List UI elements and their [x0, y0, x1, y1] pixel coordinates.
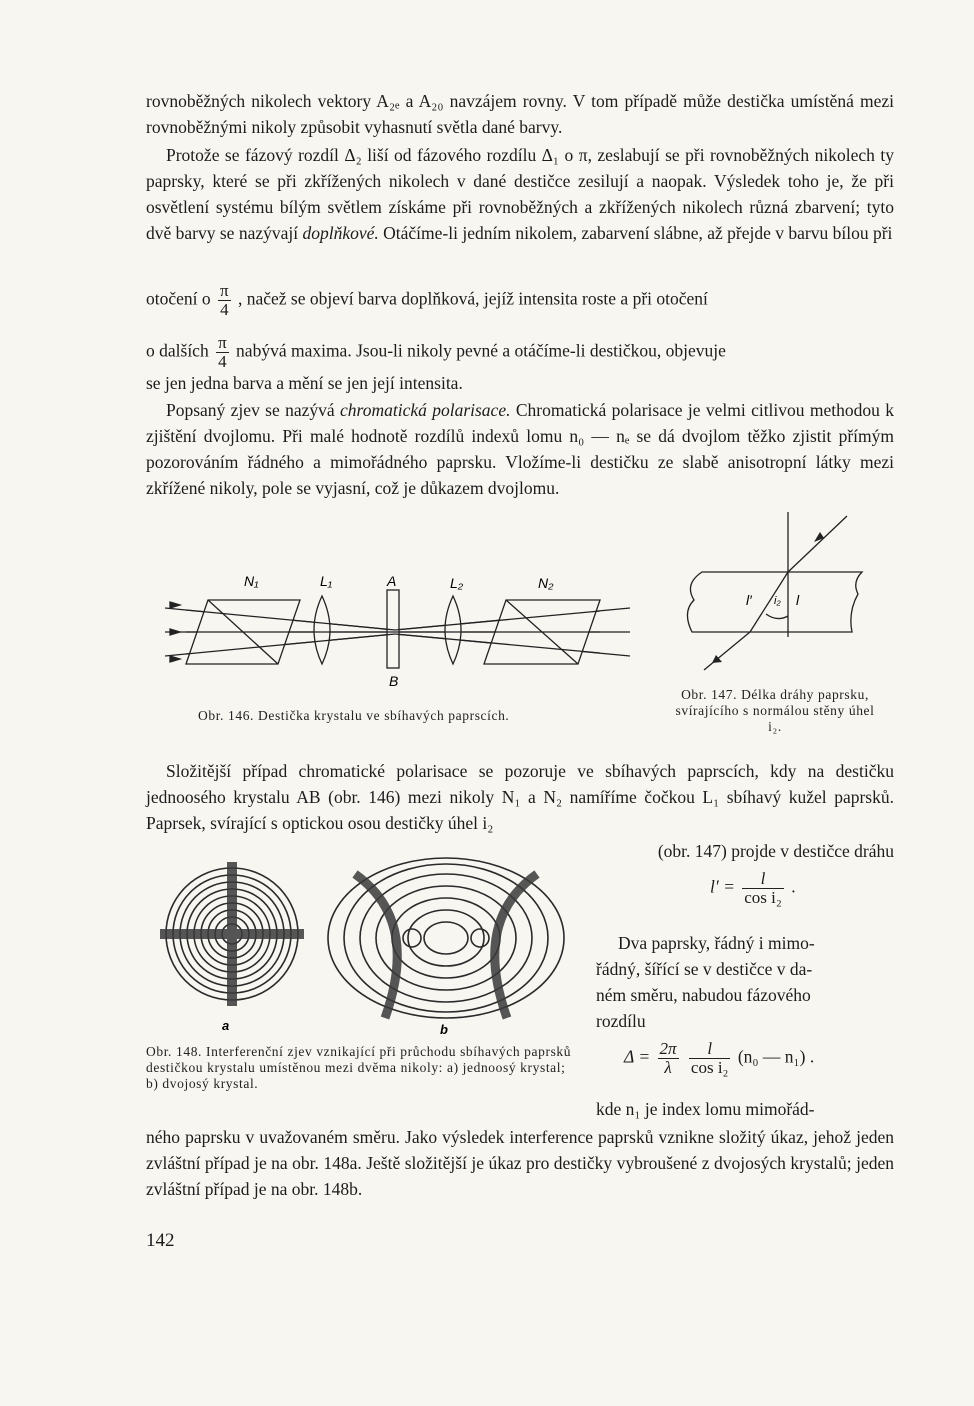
frac-num: π [220, 281, 229, 300]
fraction-pi-over-4-second [216, 334, 229, 371]
eq1-lhs: l′ = [710, 876, 735, 897]
uniaxial-cross [160, 862, 304, 1006]
lens-l1 [314, 596, 330, 664]
eq2-f2-den: cos i₂ [690, 1058, 729, 1077]
paragraph-2-line-dalsich [146, 334, 726, 371]
paragraph-4-right: (obr. 147) projde v destičce dráhu [657, 841, 894, 861]
label-lprime: l′ [746, 592, 752, 608]
eq2-f1-num: 2π [659, 1039, 677, 1058]
label-n2: N₂ [538, 575, 554, 591]
eq2-fraction-1 [658, 1040, 679, 1077]
paragraph-2-text: Protože se fázový rozdíl Δ₂ liší od fázového rozdílu Δ₁ o π, zeslabují se při rovnoběžných nikolech ty paprsky, které se při zkřížených nikolech v dané destičce zesilují a naopak. Výsledek toho je, že při osvětlení systému bílým světlem získáme při rovnoběžných a zkřížených nikolech různá zbarvení; tyto dvě barvy se nazývají [146, 145, 894, 243]
eq1-fraction [742, 870, 784, 907]
line-otoceni-start: otočení o [146, 288, 211, 309]
paragraph-5-line-3: ném směru, nabudou fázového [596, 985, 811, 1005]
caption-fig-147: Obr. 147. Délka dráhy paprsku, svírajícího s normálou stěny úhel i₂. [675, 687, 875, 734]
equation-phase-difference [624, 1040, 814, 1077]
paragraph-3-rest: Chromatická polarisace je velmi citlivou methodou k zjištění dvojlomu. Při malé hodnotě rozdílů indexů lomu n₀ — nₑ se dá dvojlom těžko zjistit přímým pozorováním řádného a mimořádného paprsku. Vložíme-li destičku ze slabě anisotropní látky mezi zkřížené nikoly, pole se vyjasní, což je důkazem dvojlomu. [146, 400, 894, 498]
angle-arc [766, 614, 788, 619]
lens-l2 [445, 596, 461, 664]
paragraph-3 [146, 397, 894, 501]
paragraph-3-italic: chromatická polarisace. [340, 400, 511, 420]
label-n1: N₁ [244, 573, 259, 589]
line-dalsich-start: o dalších [146, 340, 209, 361]
label-148a: a [222, 1018, 230, 1033]
frac-num: π [218, 333, 227, 352]
label-148b: b [440, 1022, 448, 1037]
eq1-end: . [791, 876, 796, 897]
eq2-lhs: Δ = [624, 1046, 651, 1067]
page-number: 142 [146, 1230, 175, 1251]
figure-148-diagram [150, 850, 590, 1038]
frac-den: 4 [218, 352, 227, 371]
eq1-den: cos i₂ [744, 888, 782, 907]
arrow-left-3 [170, 656, 180, 662]
eq2-f2-num: l [689, 1040, 731, 1059]
arrow-left-2 [170, 629, 180, 635]
paragraph-5-line-2: řádný, šířící se v destičce v da- [596, 959, 813, 979]
refracted-ray [750, 572, 788, 632]
label-a: A [387, 573, 397, 589]
paragraph-2-italic: doplňkové. [302, 223, 379, 243]
arrow-left-1 [170, 602, 180, 608]
caption-fig-148: Obr. 148. Interferenční zjev vznikající při průchodu sbíhavých paprsků destičkou krystalu umístěnou mezi dvěma nikoly: a) jednoosý krystal; b) dvojosý krystal. [146, 1044, 572, 1091]
line-dalsich-end: nabývá maxima. Jsou-li nikoly pevné a otáčíme-li destičkou, objevuje [236, 340, 726, 361]
paragraph-6-first-line: kde n₁ je index lomu mimořád- [596, 1099, 815, 1119]
exit-ray [704, 632, 750, 670]
paragraph-2-tail: Otáčíme-li jedním nikolem, zabarvení slábne, až přejde v barvu bílou při [383, 223, 893, 243]
label-i2: i₂ [774, 595, 781, 607]
eq2-tail: (n₀ — n₁) . [737, 1046, 815, 1067]
paragraph-6: ného paprsku v uvažovaném směru. Jako výsledek interference paprsků vznikne složitý úkaz, jehož jeden zvláštní případ je na obr. 148a. Ještě složitější je úkaz pro destičky vybroušené z dvojosých krystalů; jeden zvláštní případ je na obr. 148b. [146, 1127, 894, 1199]
eq2-f1-den: λ [664, 1058, 672, 1077]
equation-path-length [710, 870, 796, 907]
arrow-incident [814, 532, 824, 542]
eq1-num: l [742, 870, 784, 889]
fraction-pi-over-4 [218, 282, 231, 319]
label-b: B [389, 673, 399, 689]
paragraph-1: rovnoběžných nikolech vektory A₂ₑ a A₂₀ navzájem rovny. V tom případě může destička umístěná mezi rovnoběžnými nikoly způsobit vyhasnutí světla dané barvy. [146, 91, 894, 137]
paragraph-2-last-line: se jen jedna barva a mění se jen její intensita. [146, 373, 463, 393]
paragraph-2-line-otoceni [146, 282, 708, 319]
figure-147-diagram [672, 512, 872, 677]
paragraph-3-start: Popsaný zjev se nazývá [166, 400, 335, 420]
eq2-fraction-2 [689, 1040, 731, 1077]
figure-146-diagram [160, 560, 640, 695]
paragraph-4: Složitější případ chromatické polarisace se pozoruje ve sbíhavých paprscích, kdy na destičku jednoosého krystalu AB (obr. 146) mezi nikoly N₁ a N₂ namíříme čočkou L₁ sbíhavý kužel paprsků. Paprsek, svírající s optickou osou destičky úhel i₂ [146, 761, 894, 833]
label-l2: L₂ [450, 575, 464, 591]
paragraph-2 [146, 142, 894, 246]
label-l: l [796, 592, 800, 608]
paragraph-5-line-4: rozdílu [596, 1011, 646, 1031]
line-otoceni-end: , načež se objeví barva doplňková, jejíž intensita roste a při otočení [237, 288, 708, 309]
incident-ray [788, 516, 847, 572]
frac-den: 4 [220, 300, 229, 319]
paragraph-5-line-1: Dva paprsky, řádný i mimo- [618, 933, 815, 953]
label-l1: L₁ [320, 573, 333, 589]
caption-fig-146: Obr. 146. Destička krystalu ve sbíhavých paprscích. [198, 708, 510, 723]
